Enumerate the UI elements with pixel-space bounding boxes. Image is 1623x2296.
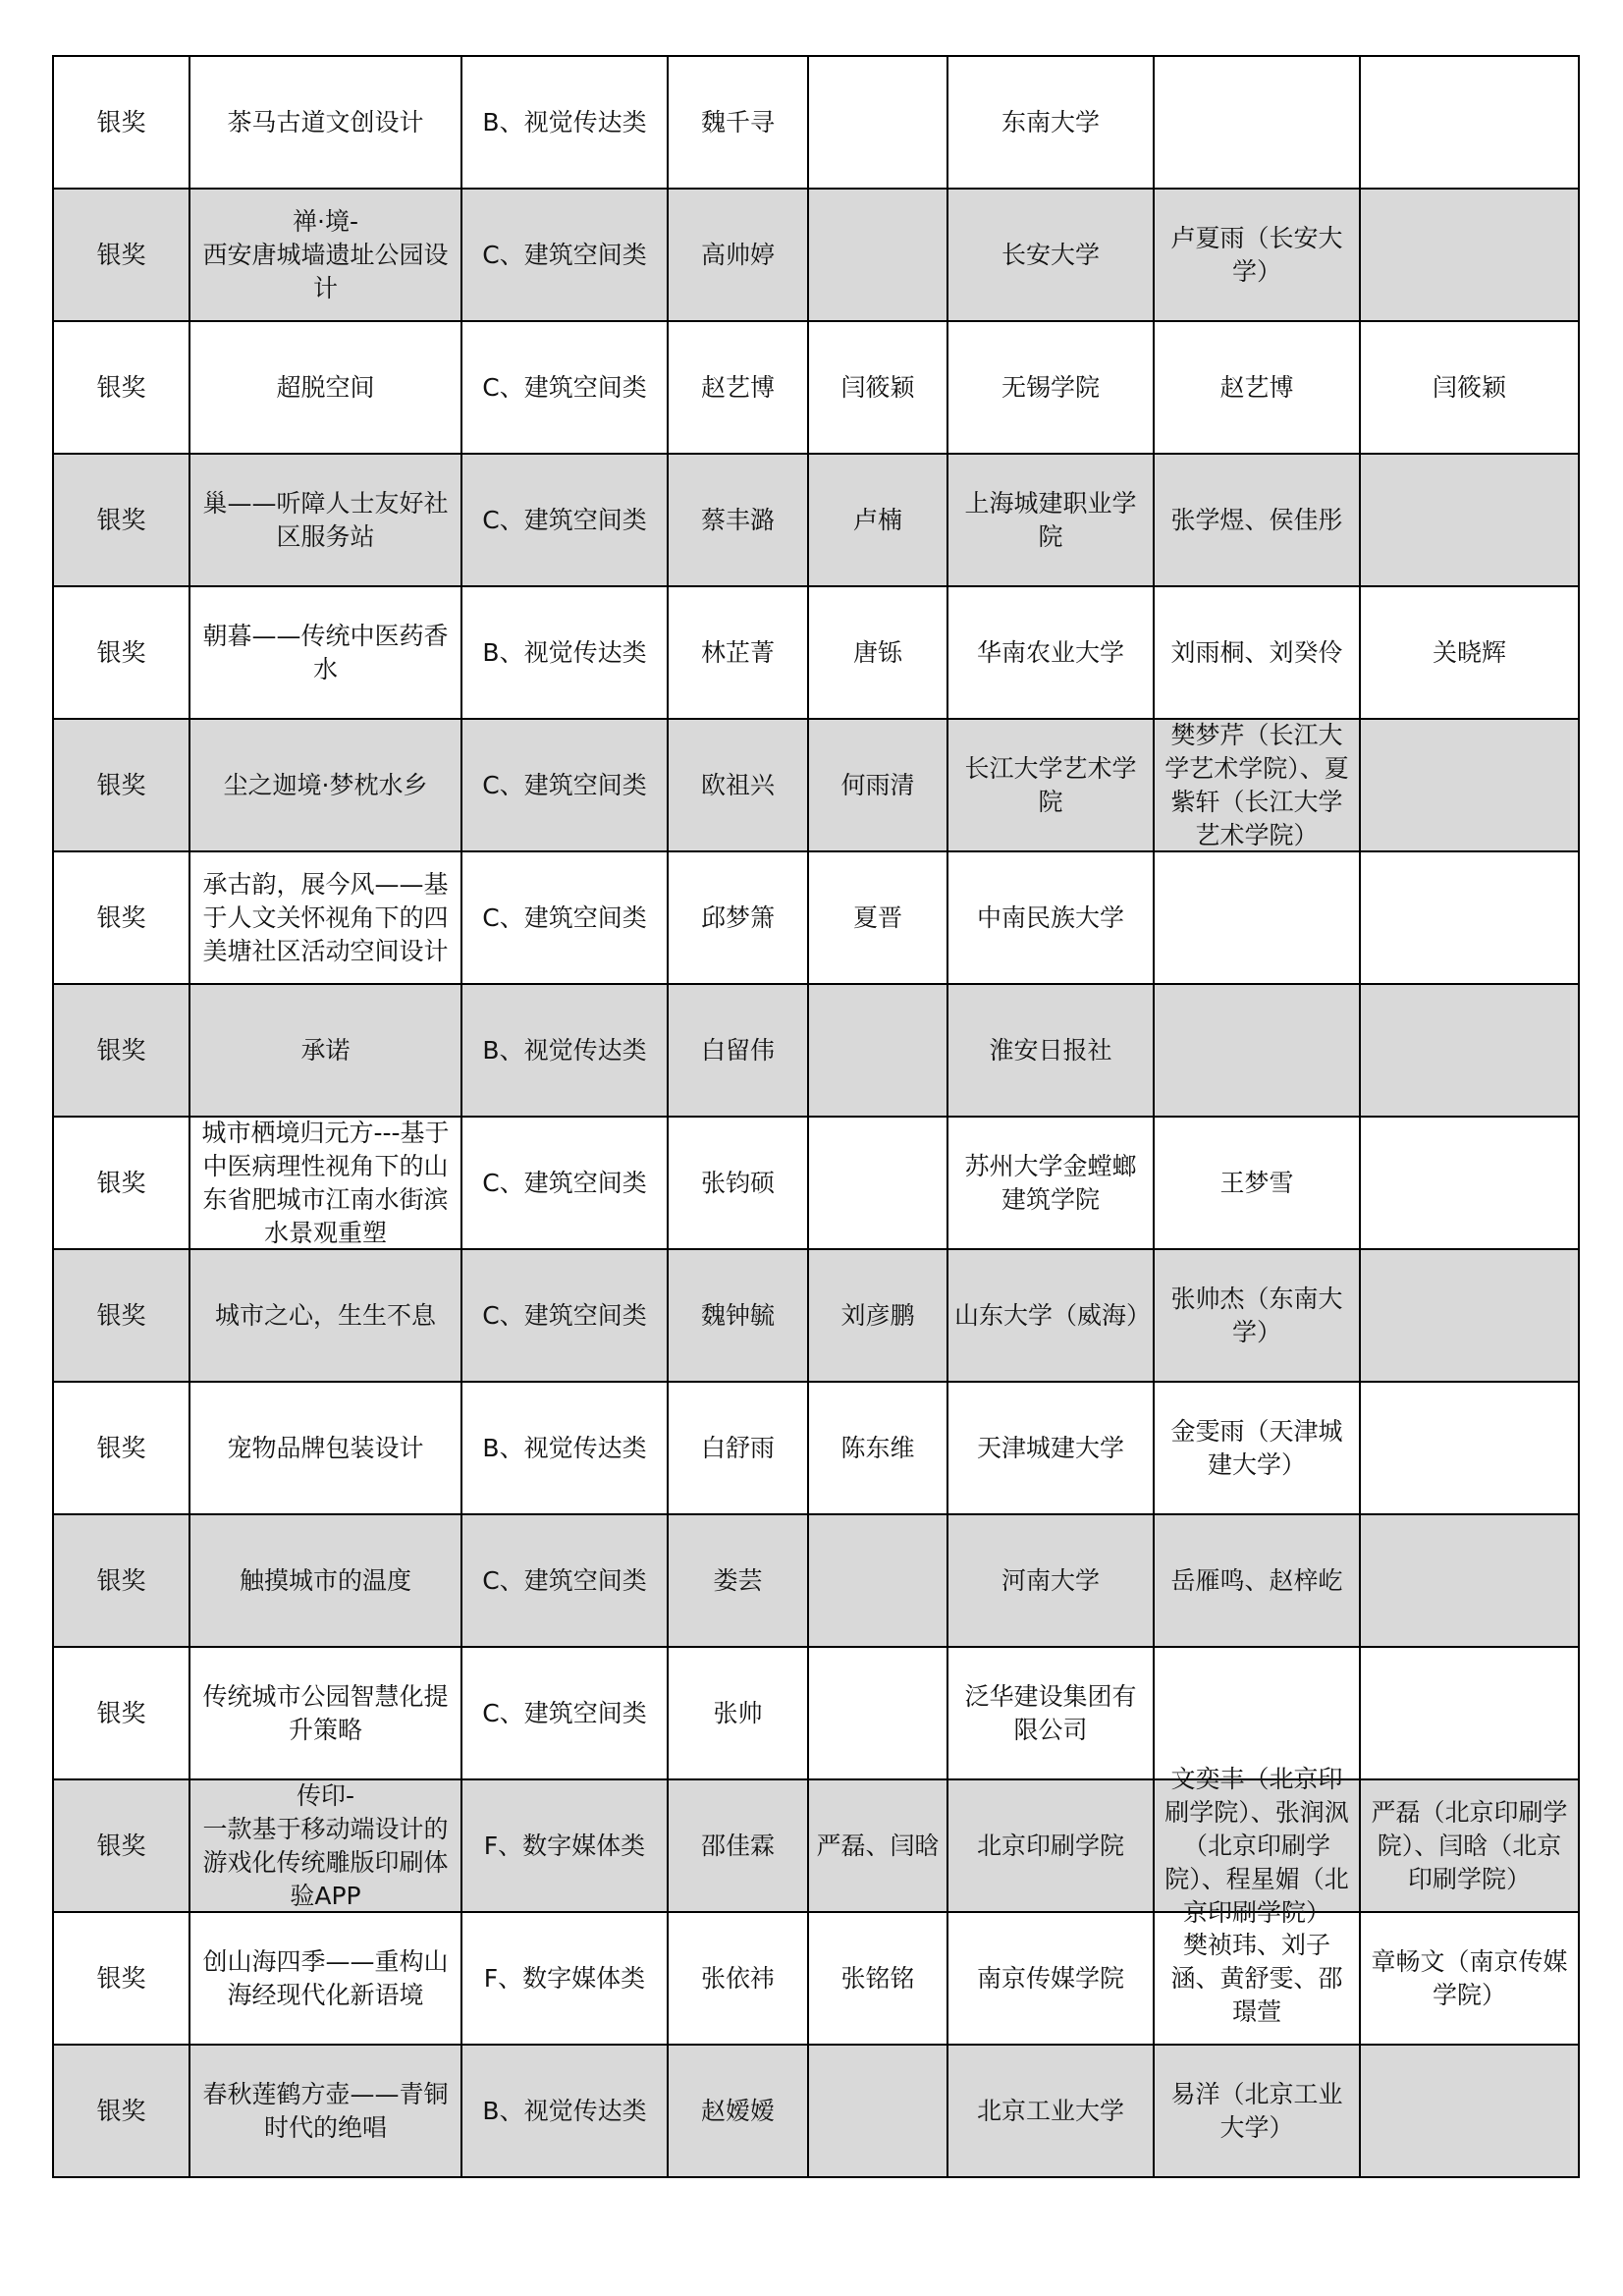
school-cell-text: 中南民族大学 bbox=[976, 902, 1124, 932]
advisor-cell bbox=[1154, 56, 1360, 189]
title-cell bbox=[189, 1249, 461, 1382]
title-cell bbox=[189, 2045, 461, 2177]
award-cell-text: 银奖 bbox=[96, 1035, 146, 1065]
title-cell bbox=[189, 189, 461, 321]
table-row bbox=[53, 1382, 1579, 1514]
co-author-cell-text: 唐铄 bbox=[852, 637, 902, 667]
title-cell-text: 创山海四季——重构山海经现代化新语境 bbox=[202, 1946, 449, 2009]
school-cell-text: 上海城建职业学院 bbox=[964, 488, 1137, 551]
advisor-cell bbox=[1154, 454, 1360, 586]
author-cell-text: 魏钟毓 bbox=[700, 1300, 775, 1330]
co-author-cell-text: 何雨清 bbox=[840, 770, 915, 799]
co-author-cell bbox=[808, 321, 947, 454]
category-cell bbox=[461, 454, 668, 586]
advisor2-cell bbox=[1360, 454, 1579, 586]
author-cell-text: 邱梦箫 bbox=[700, 902, 775, 932]
author-cell-text: 魏千寻 bbox=[700, 107, 775, 137]
title-cell-text: 城市之心，生生不息 bbox=[214, 1300, 436, 1330]
school-cell bbox=[947, 1779, 1154, 1912]
author-cell-text: 林芷菁 bbox=[700, 637, 775, 667]
co-author-cell bbox=[808, 719, 947, 851]
table-row bbox=[53, 1647, 1579, 1779]
advisor-cell bbox=[1154, 984, 1360, 1117]
category-cell bbox=[461, 189, 668, 321]
title-cell-text: 城市栖境归元方---基于中医病理性视角下的山东省肥城市江南水街滨水景观重塑 bbox=[201, 1118, 450, 1247]
award-cell-text: 银奖 bbox=[96, 1168, 146, 1197]
author-cell-text: 白留伟 bbox=[700, 1035, 775, 1065]
co-author-cell-text: 夏晋 bbox=[852, 902, 902, 932]
school-cell-text: 南京传媒学院 bbox=[976, 1963, 1124, 1993]
award-cell bbox=[53, 1912, 189, 2045]
co-author-cell bbox=[808, 1514, 947, 1647]
table-row bbox=[53, 586, 1579, 719]
category-cell-text: F、数字媒体类 bbox=[483, 1831, 646, 1860]
school-cell bbox=[947, 851, 1154, 984]
award-cell-text: 银奖 bbox=[96, 637, 146, 667]
award-cell bbox=[53, 1249, 189, 1382]
advisor2-cell-text: 严磊（北京印刷学院）、闫晗（北京印刷学院） bbox=[1371, 1797, 1568, 1893]
author-cell bbox=[668, 851, 808, 984]
co-author-cell bbox=[808, 1912, 947, 2045]
author-cell bbox=[668, 56, 808, 189]
co-author-cell bbox=[808, 1117, 947, 1249]
category-cell-text: C、建筑空间类 bbox=[482, 1168, 647, 1197]
title-cell-text: 触摸城市的温度 bbox=[239, 1565, 411, 1595]
advisor-cell bbox=[1154, 1249, 1360, 1382]
school-cell bbox=[947, 1647, 1154, 1779]
advisor2-cell bbox=[1360, 1647, 1579, 1779]
school-cell bbox=[947, 56, 1154, 189]
award-cell bbox=[53, 1382, 189, 1514]
table-row bbox=[53, 2045, 1579, 2177]
award-cell-text: 银奖 bbox=[96, 372, 146, 402]
co-author-cell bbox=[808, 2045, 947, 2177]
title-cell bbox=[189, 1117, 461, 1249]
title-cell-text: 禅·境- 西安唐城墙遗址公园设计 bbox=[202, 206, 449, 302]
category-cell bbox=[461, 321, 668, 454]
author-cell-text: 张帅 bbox=[713, 1698, 763, 1727]
advisor-cell-text: 樊梦芹（长江大学艺术学院）、夏紫轩（长江大学艺术学院） bbox=[1164, 720, 1349, 849]
author-cell-text: 娄芸 bbox=[713, 1565, 763, 1595]
author-cell-text: 蔡丰潞 bbox=[700, 505, 775, 534]
title-cell-text: 承古韵，展今风——基于人文关怀视角下的四美塘社区活动空间设计 bbox=[202, 869, 449, 965]
advisor-cell-text: 张学煜、侯佳彤 bbox=[1170, 505, 1343, 534]
category-cell-text: C、建筑空间类 bbox=[482, 240, 647, 269]
school-cell-text: 北京工业大学 bbox=[976, 2096, 1124, 2125]
advisor2-cell-text: 关晓辉 bbox=[1432, 637, 1506, 667]
award-cell-text: 银奖 bbox=[96, 1433, 146, 1462]
school-cell bbox=[947, 1514, 1154, 1647]
title-cell-text: 春秋莲鹤方壶——青铜时代的绝唱 bbox=[202, 2079, 449, 2142]
co-author-cell bbox=[808, 1249, 947, 1382]
school-cell bbox=[947, 454, 1154, 586]
category-cell-text: C、建筑空间类 bbox=[482, 902, 647, 932]
co-author-cell-text: 陈东维 bbox=[840, 1433, 915, 1462]
advisor-cell-text: 赵艺博 bbox=[1219, 372, 1294, 402]
advisor2-cell-text: 章畅文（南京传媒学院） bbox=[1371, 1946, 1568, 2009]
author-cell-text: 欧祖兴 bbox=[700, 770, 775, 799]
author-cell-text: 张依祎 bbox=[700, 1963, 775, 1993]
category-cell bbox=[461, 851, 668, 984]
co-author-cell bbox=[808, 56, 947, 189]
category-cell bbox=[461, 719, 668, 851]
title-cell-text: 茶马古道文创设计 bbox=[227, 107, 424, 137]
award-cell-text: 银奖 bbox=[96, 2096, 146, 2125]
advisor2-cell bbox=[1360, 1249, 1579, 1382]
category-cell bbox=[461, 56, 668, 189]
award-cell bbox=[53, 1779, 189, 1912]
author-cell bbox=[668, 1514, 808, 1647]
title-cell bbox=[189, 586, 461, 719]
category-cell bbox=[461, 1514, 668, 1647]
school-cell-text: 华南农业大学 bbox=[976, 637, 1124, 667]
title-cell bbox=[189, 1647, 461, 1779]
title-cell bbox=[189, 56, 461, 189]
category-cell-text: C、建筑空间类 bbox=[482, 505, 647, 534]
co-author-cell bbox=[808, 1647, 947, 1779]
award-cell-text: 银奖 bbox=[96, 1963, 146, 1993]
category-cell-text: C、建筑空间类 bbox=[482, 1698, 647, 1727]
category-cell-text: B、视觉传达类 bbox=[482, 637, 647, 667]
category-cell-text: B、视觉传达类 bbox=[482, 107, 647, 137]
author-cell bbox=[668, 984, 808, 1117]
advisor-cell-text: 易洋（北京工业大学） bbox=[1170, 2079, 1343, 2142]
advisor-cell-text: 樊祯玮、刘子涵、黄舒雯、邵璟萱 bbox=[1170, 1930, 1343, 2026]
advisor2-cell bbox=[1360, 586, 1579, 719]
school-cell-text: 东南大学 bbox=[1001, 107, 1100, 137]
title-cell bbox=[189, 984, 461, 1117]
school-cell-text: 长安大学 bbox=[1001, 240, 1100, 269]
title-cell-text: 传印- 一款基于移动端设计的游戏化传统雕版印刷体验APP bbox=[202, 1780, 449, 1910]
award-cell-text: 银奖 bbox=[96, 1565, 146, 1595]
advisor-cell bbox=[1154, 1647, 1360, 1779]
award-cell bbox=[53, 321, 189, 454]
author-cell bbox=[668, 189, 808, 321]
author-cell bbox=[668, 586, 808, 719]
advisor-cell-text: 刘雨桐、刘癸伶 bbox=[1170, 637, 1343, 667]
award-cell bbox=[53, 851, 189, 984]
title-cell-text: 传统城市公园智慧化提升策略 bbox=[202, 1681, 449, 1744]
advisor-cell-text: 王梦雪 bbox=[1219, 1168, 1294, 1197]
author-cell bbox=[668, 1779, 808, 1912]
advisor-cell-text: 张帅杰（东南大学） bbox=[1170, 1284, 1343, 1346]
category-cell-text: C、建筑空间类 bbox=[482, 1300, 647, 1330]
author-cell-text: 白舒雨 bbox=[700, 1433, 775, 1462]
school-cell bbox=[947, 586, 1154, 719]
advisor2-cell bbox=[1360, 719, 1579, 851]
award-cell bbox=[53, 1117, 189, 1249]
co-author-cell bbox=[808, 851, 947, 984]
author-cell bbox=[668, 454, 808, 586]
school-cell bbox=[947, 2045, 1154, 2177]
author-cell bbox=[668, 719, 808, 851]
category-cell-text: B、视觉传达类 bbox=[482, 2096, 647, 2125]
table-row bbox=[53, 189, 1579, 321]
school-cell bbox=[947, 1382, 1154, 1514]
category-cell-text: C、建筑空间类 bbox=[482, 1565, 647, 1595]
title-cell bbox=[189, 851, 461, 984]
category-cell bbox=[461, 1912, 668, 2045]
author-cell-text: 高帅婷 bbox=[700, 240, 775, 269]
category-cell bbox=[461, 2045, 668, 2177]
award-cell-text: 银奖 bbox=[96, 1698, 146, 1727]
school-cell-text: 北京印刷学院 bbox=[976, 1831, 1124, 1860]
title-cell bbox=[189, 1912, 461, 2045]
award-cell-text: 银奖 bbox=[96, 1300, 146, 1330]
category-cell-text: B、视觉传达类 bbox=[482, 1035, 647, 1065]
school-cell-text: 山东大学（威海） bbox=[954, 1300, 1152, 1330]
author-cell bbox=[668, 1117, 808, 1249]
category-cell-text: B、视觉传达类 bbox=[482, 1433, 647, 1462]
school-cell-text: 长江大学艺术学院 bbox=[964, 753, 1137, 816]
school-cell bbox=[947, 984, 1154, 1117]
author-cell bbox=[668, 321, 808, 454]
co-author-cell bbox=[808, 984, 947, 1117]
advisor-cell bbox=[1154, 1764, 1360, 1927]
category-cell-text: C、建筑空间类 bbox=[482, 372, 647, 402]
school-cell bbox=[947, 1117, 1154, 1249]
title-cell-text: 宠物品牌包装设计 bbox=[227, 1433, 424, 1462]
award-cell bbox=[53, 189, 189, 321]
category-cell bbox=[461, 1647, 668, 1779]
award-cell-text: 银奖 bbox=[96, 902, 146, 932]
title-cell bbox=[189, 719, 461, 851]
title-cell-text: 尘之迦境·梦枕水乡 bbox=[223, 770, 428, 799]
co-author-cell bbox=[808, 454, 947, 586]
table-row bbox=[53, 1514, 1579, 1647]
school-cell bbox=[947, 1912, 1154, 2045]
awards-table bbox=[52, 55, 1580, 2178]
table-row bbox=[53, 719, 1579, 851]
category-cell-text: C、建筑空间类 bbox=[482, 770, 647, 799]
advisor2-cell bbox=[1360, 1912, 1579, 2045]
co-author-cell-text: 严磊、闫晗 bbox=[816, 1831, 940, 1860]
school-cell bbox=[947, 1249, 1154, 1382]
school-cell-text: 苏州大学金螳螂建筑学院 bbox=[964, 1151, 1137, 1214]
award-cell bbox=[53, 56, 189, 189]
school-cell-text: 天津城建大学 bbox=[976, 1433, 1124, 1462]
advisor-cell bbox=[1154, 1117, 1360, 1249]
title-cell bbox=[189, 454, 461, 586]
school-cell-text: 淮安日报社 bbox=[989, 1035, 1112, 1065]
title-cell-text: 承诺 bbox=[300, 1035, 351, 1065]
advisor-cell bbox=[1154, 1514, 1360, 1647]
advisor-cell-text: 卢夏雨（长安大学） bbox=[1170, 223, 1343, 286]
advisor-cell bbox=[1154, 321, 1360, 454]
category-cell bbox=[461, 1382, 668, 1514]
category-cell bbox=[461, 984, 668, 1117]
advisor2-cell-text: 闫筱颖 bbox=[1432, 372, 1506, 402]
advisor-cell-text: 岳雁鸣、赵梓屹 bbox=[1170, 1565, 1343, 1595]
author-cell bbox=[668, 1912, 808, 2045]
advisor2-cell bbox=[1360, 851, 1579, 984]
award-cell-text: 银奖 bbox=[96, 505, 146, 534]
title-cell-text: 巢——听障人士友好社区服务站 bbox=[202, 488, 449, 551]
table-row bbox=[53, 1117, 1579, 1249]
table-row bbox=[53, 321, 1579, 454]
advisor-cell-text: 文奕丰（北京印刷学院）、张润沨（北京印刷学院）、程星媚（北京印刷学院） bbox=[1164, 1764, 1349, 1927]
table-row bbox=[53, 454, 1579, 586]
category-cell bbox=[461, 586, 668, 719]
advisor-cell bbox=[1154, 1382, 1360, 1514]
advisor-cell bbox=[1154, 1912, 1360, 2045]
advisor-cell bbox=[1154, 719, 1360, 851]
school-cell-text: 无锡学院 bbox=[1001, 372, 1100, 402]
award-cell bbox=[53, 454, 189, 586]
advisor2-cell bbox=[1360, 2045, 1579, 2177]
author-cell-text: 张钧硕 bbox=[700, 1168, 775, 1197]
author-cell bbox=[668, 2045, 808, 2177]
award-cell bbox=[53, 1647, 189, 1779]
school-cell-text: 河南大学 bbox=[1001, 1565, 1100, 1595]
category-cell bbox=[461, 1249, 668, 1382]
title-cell bbox=[189, 1514, 461, 1647]
advisor2-cell bbox=[1360, 56, 1579, 189]
table-row bbox=[53, 1912, 1579, 2045]
table-row bbox=[53, 56, 1579, 189]
author-cell-text: 赵艺博 bbox=[700, 372, 775, 402]
co-author-cell-text: 刘彦鹏 bbox=[840, 1300, 915, 1330]
advisor2-cell bbox=[1360, 984, 1579, 1117]
award-cell-text: 银奖 bbox=[96, 1831, 146, 1860]
advisor2-cell bbox=[1360, 1117, 1579, 1249]
author-cell-text: 邵佳霖 bbox=[700, 1831, 775, 1860]
school-cell bbox=[947, 321, 1154, 454]
advisor2-cell bbox=[1360, 1779, 1579, 1912]
award-cell bbox=[53, 2045, 189, 2177]
table-row bbox=[53, 851, 1579, 984]
co-author-cell bbox=[808, 189, 947, 321]
advisor-cell bbox=[1154, 851, 1360, 984]
advisor2-cell bbox=[1360, 189, 1579, 321]
author-cell bbox=[668, 1382, 808, 1514]
co-author-cell-text: 张铭铭 bbox=[840, 1963, 915, 1993]
author-cell bbox=[668, 1647, 808, 1779]
co-author-cell bbox=[808, 586, 947, 719]
school-cell-text: 泛华建设集团有限公司 bbox=[964, 1681, 1137, 1744]
advisor2-cell bbox=[1360, 321, 1579, 454]
table-row bbox=[53, 984, 1579, 1117]
school-cell bbox=[947, 189, 1154, 321]
awards-table-body bbox=[53, 56, 1579, 2177]
award-cell bbox=[53, 1514, 189, 1647]
table-row bbox=[53, 1779, 1579, 1912]
category-cell bbox=[461, 1117, 668, 1249]
category-cell bbox=[461, 1779, 668, 1912]
award-cell bbox=[53, 719, 189, 851]
table-row bbox=[53, 1249, 1579, 1382]
title-cell-text: 超脱空间 bbox=[276, 372, 375, 402]
co-author-cell-text: 卢楠 bbox=[852, 505, 902, 534]
advisor-cell bbox=[1154, 2045, 1360, 2177]
title-cell bbox=[189, 1382, 461, 1514]
advisor-cell bbox=[1154, 189, 1360, 321]
award-cell-text: 银奖 bbox=[96, 107, 146, 137]
title-cell bbox=[189, 321, 461, 454]
advisor-cell-text: 金雯雨（天津城建大学） bbox=[1170, 1416, 1343, 1479]
award-cell bbox=[53, 586, 189, 719]
title-cell bbox=[189, 1779, 461, 1912]
advisor2-cell bbox=[1360, 1514, 1579, 1647]
title-cell-text: 朝暮——传统中医药香水 bbox=[202, 621, 449, 683]
advisor-cell bbox=[1154, 586, 1360, 719]
co-author-cell-text: 闫筱颖 bbox=[840, 372, 915, 402]
co-author-cell bbox=[808, 1779, 947, 1912]
co-author-cell bbox=[808, 1382, 947, 1514]
award-cell bbox=[53, 984, 189, 1117]
category-cell-text: F、数字媒体类 bbox=[483, 1963, 646, 1993]
advisor2-cell bbox=[1360, 1382, 1579, 1514]
award-cell-text: 银奖 bbox=[96, 770, 146, 799]
author-cell-text: 赵嫒嫒 bbox=[700, 2096, 775, 2125]
award-cell-text: 银奖 bbox=[96, 240, 146, 269]
school-cell bbox=[947, 719, 1154, 851]
author-cell bbox=[668, 1249, 808, 1382]
